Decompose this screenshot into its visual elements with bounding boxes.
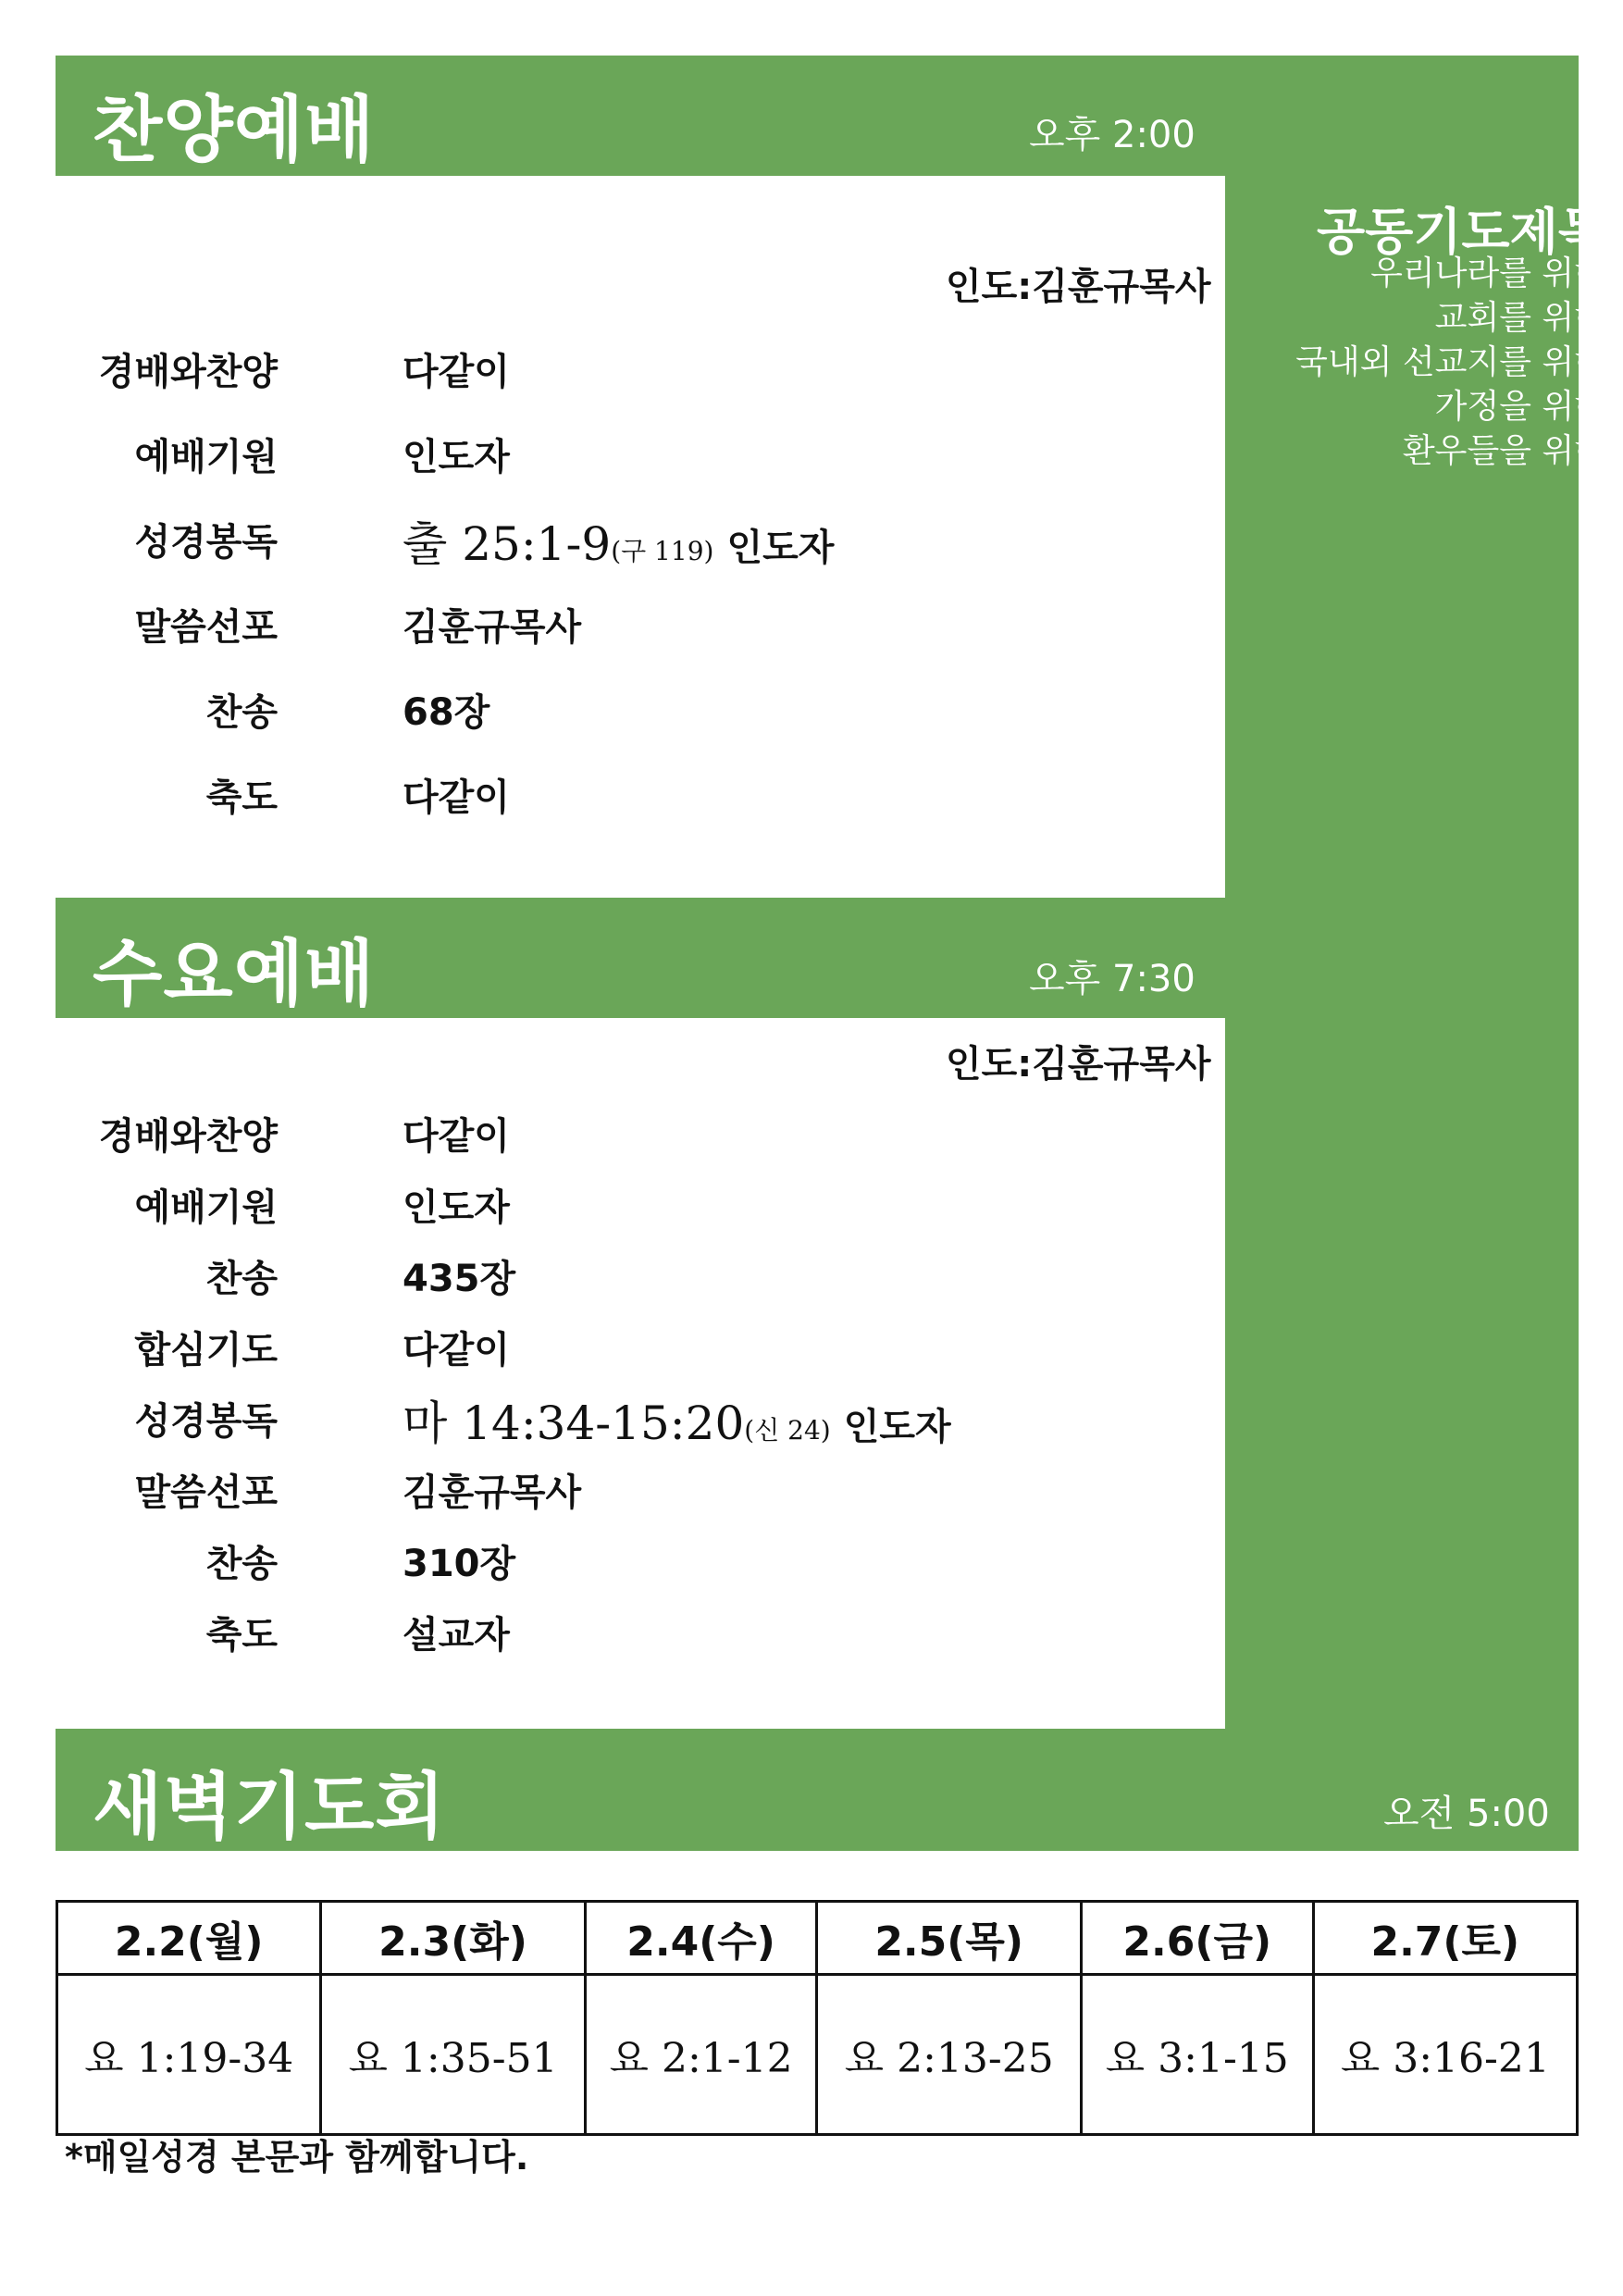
reading-cell: 요 1:35-51 [321,1975,585,2135]
row-label: 축도 [205,776,278,819]
prayer-topic-item: 교회를 위해 [1434,299,1606,337]
prayer-topics-list [1295,252,1606,474]
row-value: 다같이 [403,1329,510,1371]
row-label: 성경봉독 [134,521,278,564]
row-value: 310장 [403,1543,516,1585]
row-label: 경배와찬양 [98,1115,278,1158]
wednesday-row [0,1107,1203,1162]
wednesday-row [0,1463,1203,1519]
wednesday-service-title: 수요예배 [93,933,376,1016]
row-value: 다같이 [403,776,510,819]
reading-cell: 요 3:16-21 [1313,1975,1577,2135]
row-value: 435장 [403,1258,516,1300]
dawn-reading-table [56,1900,1579,2136]
reading-cell: 요 1:19-34 [57,1975,321,2135]
row-value: 인도자 [403,436,510,478]
reader: 인도자 [726,527,835,569]
prayer-topic-item: 환우들을 위해 [1402,432,1606,470]
praise-row [0,768,1203,824]
row-label: 축도 [205,1614,278,1657]
scripture-ref: (신 24) [744,1415,831,1446]
scripture-text: 마 14:34-15:20 [403,1396,745,1450]
reading-cell: 요 2:1-12 [585,1975,817,2135]
reader: 인도자 [843,1406,951,1448]
row-value: 68장 [403,691,490,734]
reading-cell: 요 2:13-25 [817,1975,1081,2135]
praise-row [0,598,1203,653]
row-label: 경배와찬양 [98,351,278,393]
row-label: 예배기원 [134,1186,278,1229]
praise-row [0,513,1203,571]
row-label: 찬송 [205,691,278,734]
table-header-row [57,1902,1578,1975]
praise-service-title: 찬양예배 [93,89,376,172]
wednesday-row [0,1249,1203,1305]
prayer-topic-item: 가정을 위해 [1434,388,1606,426]
row-value [403,507,834,574]
day-header: 2.7(토) [1313,1902,1577,1975]
wednesday-row [0,1178,1203,1234]
row-value: 설교자 [403,1614,510,1657]
praise-row [0,428,1203,483]
praise-service-leader: 인도:김훈규목사 [946,266,1211,308]
row-value: 김훈규목사 [403,606,582,649]
day-header: 2.2(월) [57,1902,321,1975]
row-label: 성경봉독 [134,1400,278,1443]
row-value: 김훈규목사 [403,1471,582,1514]
scripture-text: 출 25:1-9 [403,517,612,571]
praise-service-time: 오후 2:00 [1029,114,1196,156]
wednesday-row [0,1321,1203,1376]
prayer-topic-item: 우리나라를 위해 [1370,254,1606,292]
wednesday-row [0,1392,1203,1450]
praise-row [0,683,1203,738]
day-header: 2.6(금) [1081,1902,1313,1975]
row-value: 인도자 [403,1186,510,1229]
dawn-prayer-title: 새벽기도회 [93,1766,446,1849]
prayer-topic-item: 국내외 선교지를 위해 [1295,343,1606,381]
wednesday-row [0,1534,1203,1590]
row-label: 찬송 [205,1258,278,1300]
footnote: *매일성경 본문과 함께합니다. [65,2137,529,2178]
row-value: 다같이 [403,351,510,393]
wednesday-service-time: 오후 7:30 [1029,958,1196,1000]
row-value: 다같이 [403,1115,510,1158]
wednesday-service-leader: 인도:김훈규목사 [946,1043,1211,1086]
row-value [403,1386,951,1453]
day-header: 2.4(수) [585,1902,817,1975]
row-label: 예배기원 [134,436,278,478]
row-label: 합심기도 [134,1329,278,1371]
day-header: 2.3(화) [321,1902,585,1975]
reading-cell: 요 3:1-15 [1081,1975,1313,2135]
row-label: 말씀선포 [134,606,278,649]
dawn-prayer-time: 오전 5:00 [1383,1793,1550,1835]
row-label: 찬송 [205,1543,278,1585]
day-header: 2.5(목) [817,1902,1081,1975]
scripture-ref: (구 119) [611,536,714,566]
wednesday-row [0,1606,1203,1661]
table-row [57,1975,1578,2135]
row-label: 말씀선포 [134,1471,278,1514]
prayer-topics-title: 공동기도제목 [1317,203,1606,261]
praise-row [0,342,1203,398]
